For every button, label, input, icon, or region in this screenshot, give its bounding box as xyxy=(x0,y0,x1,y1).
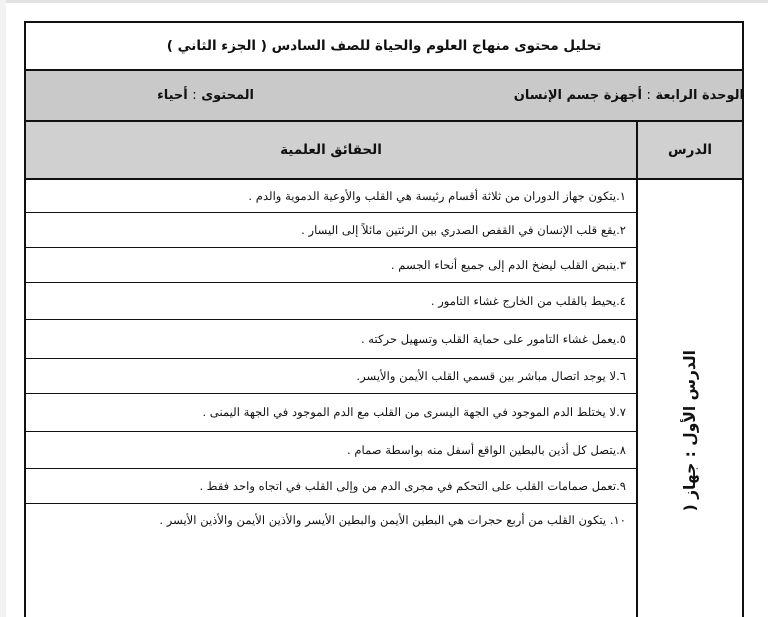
fact-text: ٦.لا يوجد اتصال مباشر بين قسمي القلب الأيمن والأيسر. xyxy=(356,369,626,383)
fact-text: ٩.تعمل صمامات القلب على التحكم في مجرى الدم من وإلى القلب في اتجاه واحد فقط . xyxy=(199,479,626,493)
content-label: المحتوى xyxy=(201,88,254,103)
fact-row xyxy=(26,432,636,469)
fact-row xyxy=(26,469,636,504)
lesson-name: الدرس الأول : جهاز ( xyxy=(681,350,699,512)
analysis-table xyxy=(24,21,744,617)
fact-row xyxy=(26,320,636,359)
fact-row xyxy=(26,248,636,283)
fact-text: ٨.يتصل كل أذين بالبطين الواقع أسفل منه بواسطة صمام . xyxy=(346,443,626,457)
fact-text: ١.يتكون جهاز الدوران من ثلاثة أقسام رئيسة هي القلب والأوعية الدموية والدم . xyxy=(248,189,626,203)
content-value: أحياء xyxy=(157,88,188,103)
fact-row xyxy=(26,359,636,394)
fact-text: ٧.لا يختلط الدم الموجود في الجهة اليسرى من القلب مع الدم الموجود في الجهة اليمنى . xyxy=(202,405,626,419)
fact-row xyxy=(26,283,636,320)
header-lesson: الدرس xyxy=(668,142,712,158)
fact-row xyxy=(26,507,636,617)
unit-info xyxy=(514,88,744,103)
fact-row xyxy=(26,394,636,432)
top-edge xyxy=(0,0,768,3)
header-facts: الحقائق العلمية xyxy=(26,122,638,178)
table-body xyxy=(26,180,742,617)
unit-value: أجهزة جسم الإنسان xyxy=(513,88,642,103)
unit-row xyxy=(26,71,742,122)
unit-label: الوحدة الرابعة xyxy=(655,88,744,103)
fact-text: ١٠. يتكون القلب من أربع حجرات هي البطين الأيمن والبطين الأيسر والأذين الأيمن والأذين الأيسر . xyxy=(159,513,626,527)
fact-text: ٥.يعمل غشاء التامور على حماية القلب وتسهيل حركته . xyxy=(360,332,626,346)
fact-text: ٢.يقع قلب الإنسان في القفص الصدري بين الرئتين مائلاً إلى اليسار . xyxy=(301,223,626,237)
document-title: تحليل محتوى منهاج العلوم والحياة للصف السادس ( الجزء الثاني ) xyxy=(26,21,742,71)
fact-text: ٣.ينبض القلب ليضخ الدم إلى جميع أنحاء الجسم . xyxy=(390,258,626,272)
content-info xyxy=(157,88,254,103)
fact-row xyxy=(26,213,636,248)
table-header xyxy=(26,122,742,180)
lesson-column xyxy=(638,180,742,617)
content-separator: : xyxy=(192,88,197,103)
unit-separator: : xyxy=(646,88,651,103)
fact-row xyxy=(26,180,636,213)
facts-column xyxy=(26,180,638,617)
left-edge xyxy=(0,0,6,617)
fact-text: ٤.يحيط بالقلب من الخارج غشاء التامور . xyxy=(430,294,626,308)
